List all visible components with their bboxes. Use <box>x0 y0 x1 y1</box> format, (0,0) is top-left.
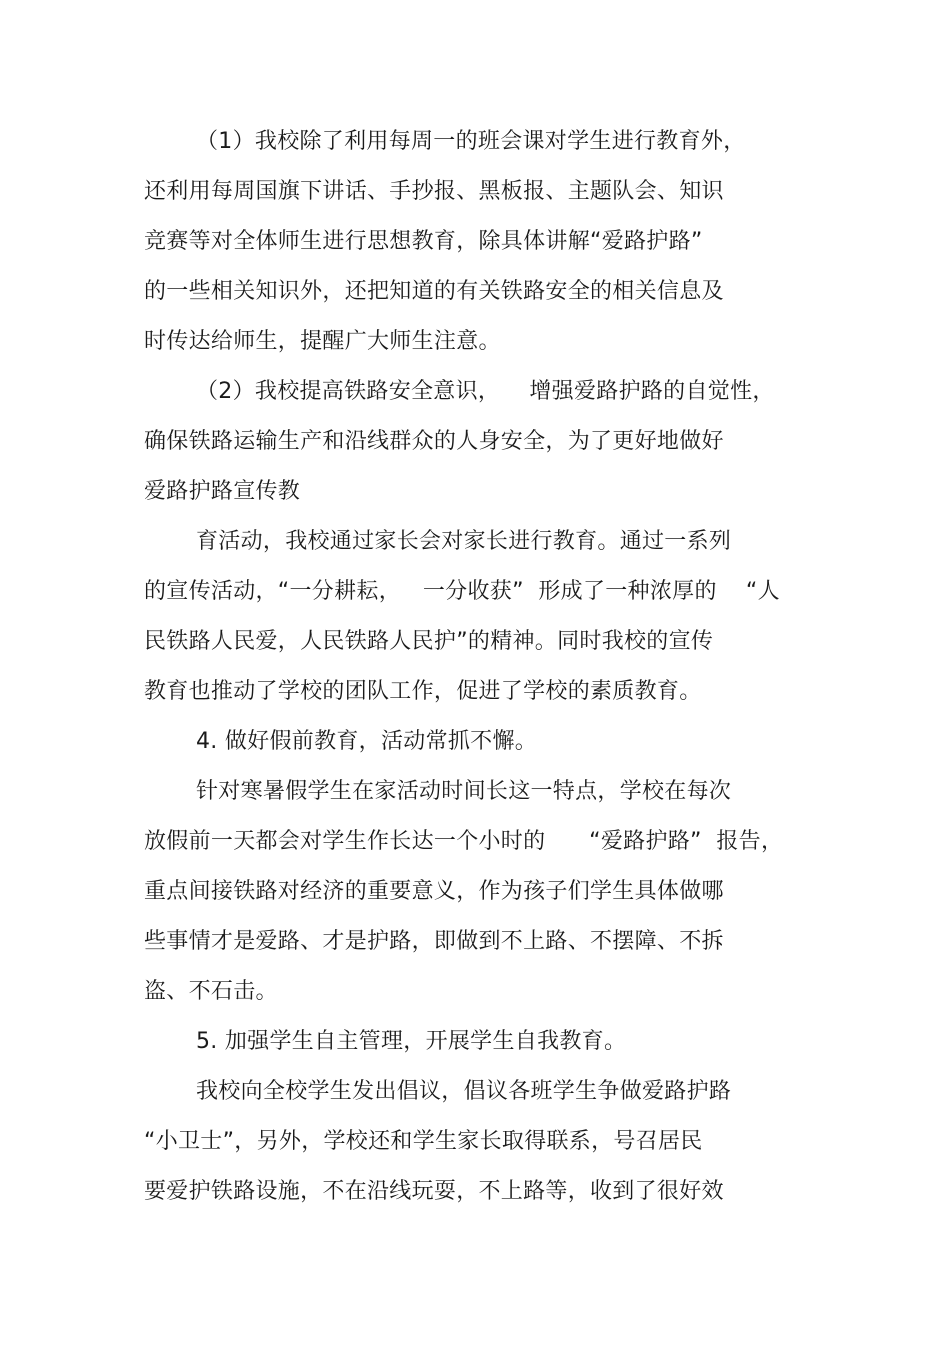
paragraph-line-12: 教育也推动了学校的团队工作，促进了学校的素质教育。 <box>144 679 702 704</box>
paragraph-line-17: 些事情才是爱路、才是护路，即做到不上路、不摆障、不拆 <box>144 929 724 954</box>
paragraph-line-11: 民铁路人民爱，人民铁路人民护”的精神。同时我校的宣传 <box>144 629 714 654</box>
section-heading-4: 4. 做好假前教育，活动常抓不懈。 <box>196 729 538 754</box>
paragraph-line-4: 的一些相关知识外，还把知道的有关铁路安全的相关信息及 <box>144 279 724 304</box>
paragraph-line-9: 育活动，我校通过家长会对家长进行教育。通过一系列 <box>196 529 732 554</box>
paragraph-line-8: 爱路护路宣传教 <box>144 479 301 504</box>
paragraph-line-2: 还利用每周国旗下讲话、手抄报、黑板报、主题队会、知识 <box>144 179 724 204</box>
paragraph-line-10: 的宣传活动，“一分耕耘， 一分收获” 形成了一种浓厚的 “人 <box>144 579 780 604</box>
paragraph-line-20: 我校向全校学生发出倡议，倡议各班学生争做爱路护路 <box>196 1079 732 1104</box>
paragraph-line-7: 确保铁路运输生产和沿线群众的人身安全，为了更好地做好 <box>144 429 724 454</box>
section-heading-5: 5. 加强学生自主管理，开展学生自我教育。 <box>196 1029 627 1054</box>
paragraph-line-16: 重点间接铁路对经济的重要意义，作为孩子们学生具体做哪 <box>144 879 724 904</box>
paragraph-line-21: “小卫士”，另外，学校还和学生家长取得联系，号召居民 <box>144 1129 703 1154</box>
paragraph-line-18: 盗、不石击。 <box>144 979 278 1004</box>
paragraph-line-22: 要爱护铁路设施，不在沿线玩耍，不上路等，收到了很好效 <box>144 1179 724 1204</box>
paragraph-line-6: （2）我校提高铁路安全意识， 增强爱路护路的自觉性， <box>196 379 775 404</box>
paragraph-line-14: 针对寒暑假学生在家活动时间长这一特点，学校在每次 <box>196 779 732 804</box>
paragraph-line-15: 放假前一天都会对学生作长达一个小时的 “爱路护路” 报告， <box>144 829 784 854</box>
paragraph-line-1: （1）我校除了利用每周一的班会课对学生进行教育外， <box>196 129 746 154</box>
paragraph-line-3: 竞赛等对全体师生进行思想教育，除具体讲解“爱路护路” <box>144 229 703 254</box>
paragraph-line-5: 时传达给师生，提醒广大师生注意。 <box>144 329 501 354</box>
